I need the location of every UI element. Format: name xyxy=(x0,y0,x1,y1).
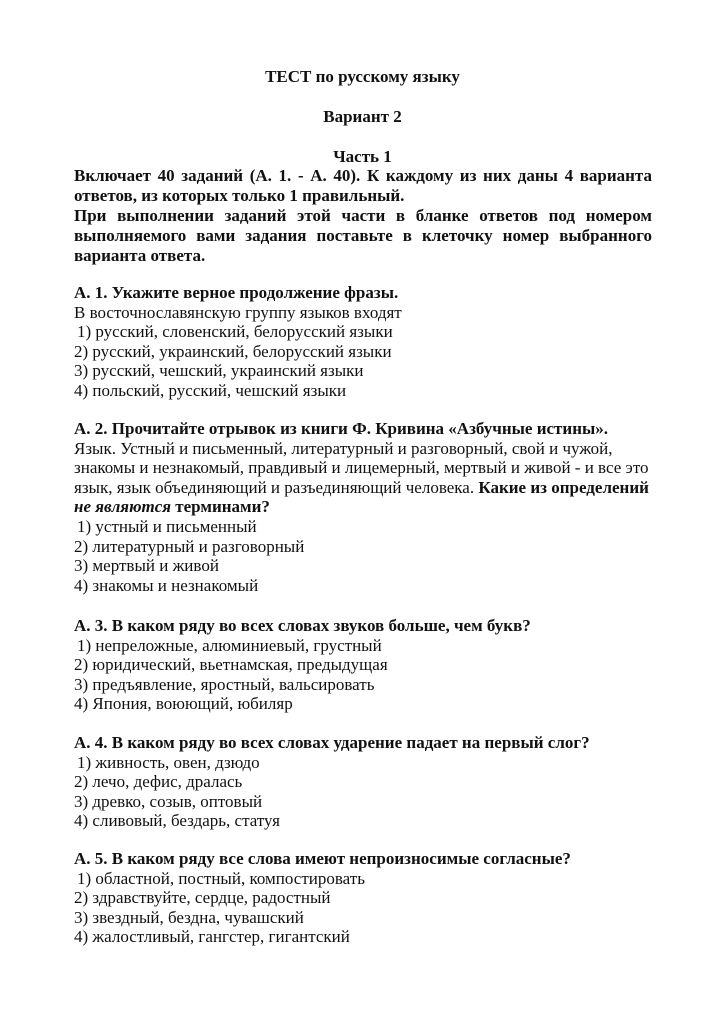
task-question: А. 3. В каком ряду во всех словах звуков больше, чем букв? xyxy=(74,616,531,635)
task-question: А. 4. В каком ряду во всех словах ударение падает на первый слог? xyxy=(74,733,590,752)
task-a2 xyxy=(74,419,664,595)
answer-option: 3) мертвый и живой xyxy=(74,556,219,576)
answer-option: 1) русский, словенский, белорусский языки xyxy=(77,322,393,342)
task-a4 xyxy=(74,733,664,831)
task-question: А. 5. В каком ряду все слова имеют непроизносимые согласные? xyxy=(74,849,571,868)
passage-text: язык, язык объединяющий и разъединяющий человека. xyxy=(74,477,475,497)
task-a3 xyxy=(74,616,664,714)
answer-option: 3) древко, созыв, оптовый xyxy=(74,791,263,811)
answer-option: 2) лечо, дефис, дралась xyxy=(74,772,243,792)
answer-option: 1) областной, постный, компостировать xyxy=(77,868,365,888)
answer-option: 2) русский, украинский, белорусский языки xyxy=(74,341,392,361)
answer-option: 1) непреложные, алюминиевый, грустный xyxy=(77,635,382,655)
prompt-end: терминами? xyxy=(175,497,270,517)
answer-option: 4) сливовый, бездарь, статуя xyxy=(74,811,280,831)
task-question: А. 1. Укажите верное продолжение фразы. xyxy=(74,283,399,302)
prompt-line xyxy=(74,497,664,517)
passage-line: Язык. Устный и письменный, литературный и разговорный, свой и чужой, xyxy=(74,438,613,458)
answer-option: 4) польский, русский, чешский языки xyxy=(74,380,347,400)
answer-option: 4) жалостливый, гангстер, гигантский xyxy=(74,927,350,947)
part-heading: Часть 1 xyxy=(333,147,392,166)
passage-line: знакомы и незнакомый, правдивый и лицемерный, мертвый и живой - и все это xyxy=(74,458,649,478)
prompt-emphasis: не являются xyxy=(74,497,172,517)
answer-option: 3) предъявление, яростный, вальсировать xyxy=(74,674,375,694)
task-stem: В восточнославянскую группу языков входят xyxy=(74,302,402,322)
document-title: ТЕСТ по русскому языку xyxy=(265,67,460,86)
answer-option: 1) живность, овен, дзюдо xyxy=(77,752,260,772)
task-a5 xyxy=(74,849,664,947)
answer-option: 3) звездный, бездна, чувашский xyxy=(74,907,304,927)
answer-option: 2) юридический, вьетнамская, предыдущая xyxy=(74,655,388,675)
answer-option: 2) здравствуйте, сердце, радостный xyxy=(74,888,331,908)
instructions-paragraph-2: При выполнении заданий этой части в бланке ответов под номером выполняемого вами задания поставьте в клеточку номер выбранного варианта ответа. xyxy=(74,206,652,265)
answer-option: 3) русский, чешский, украинский языки xyxy=(74,361,364,381)
instructions xyxy=(74,166,652,266)
instructions-paragraph-1: Включает 40 заданий (А. 1. - А. 40). К каждому из них даны 4 варианта ответов, из которых только 1 правильный. xyxy=(74,166,652,205)
answer-option: 4) знакомы и незнакомый xyxy=(74,575,259,595)
variant-heading: Вариант 2 xyxy=(323,107,402,126)
task-a1 xyxy=(74,283,664,401)
answer-option: 4) Япония, воюющий, юбиляр xyxy=(74,694,293,714)
answer-option: 1) устный и письменный xyxy=(77,516,257,536)
prompt-start: Какие из определений xyxy=(478,477,649,497)
passage-line-with-prompt xyxy=(74,478,664,498)
task-question: А. 2. Прочитайте отрывок из книги Ф. Кривина «Азбучные истины». xyxy=(74,419,609,438)
answer-option: 2) литературный и разговорный xyxy=(74,536,305,556)
